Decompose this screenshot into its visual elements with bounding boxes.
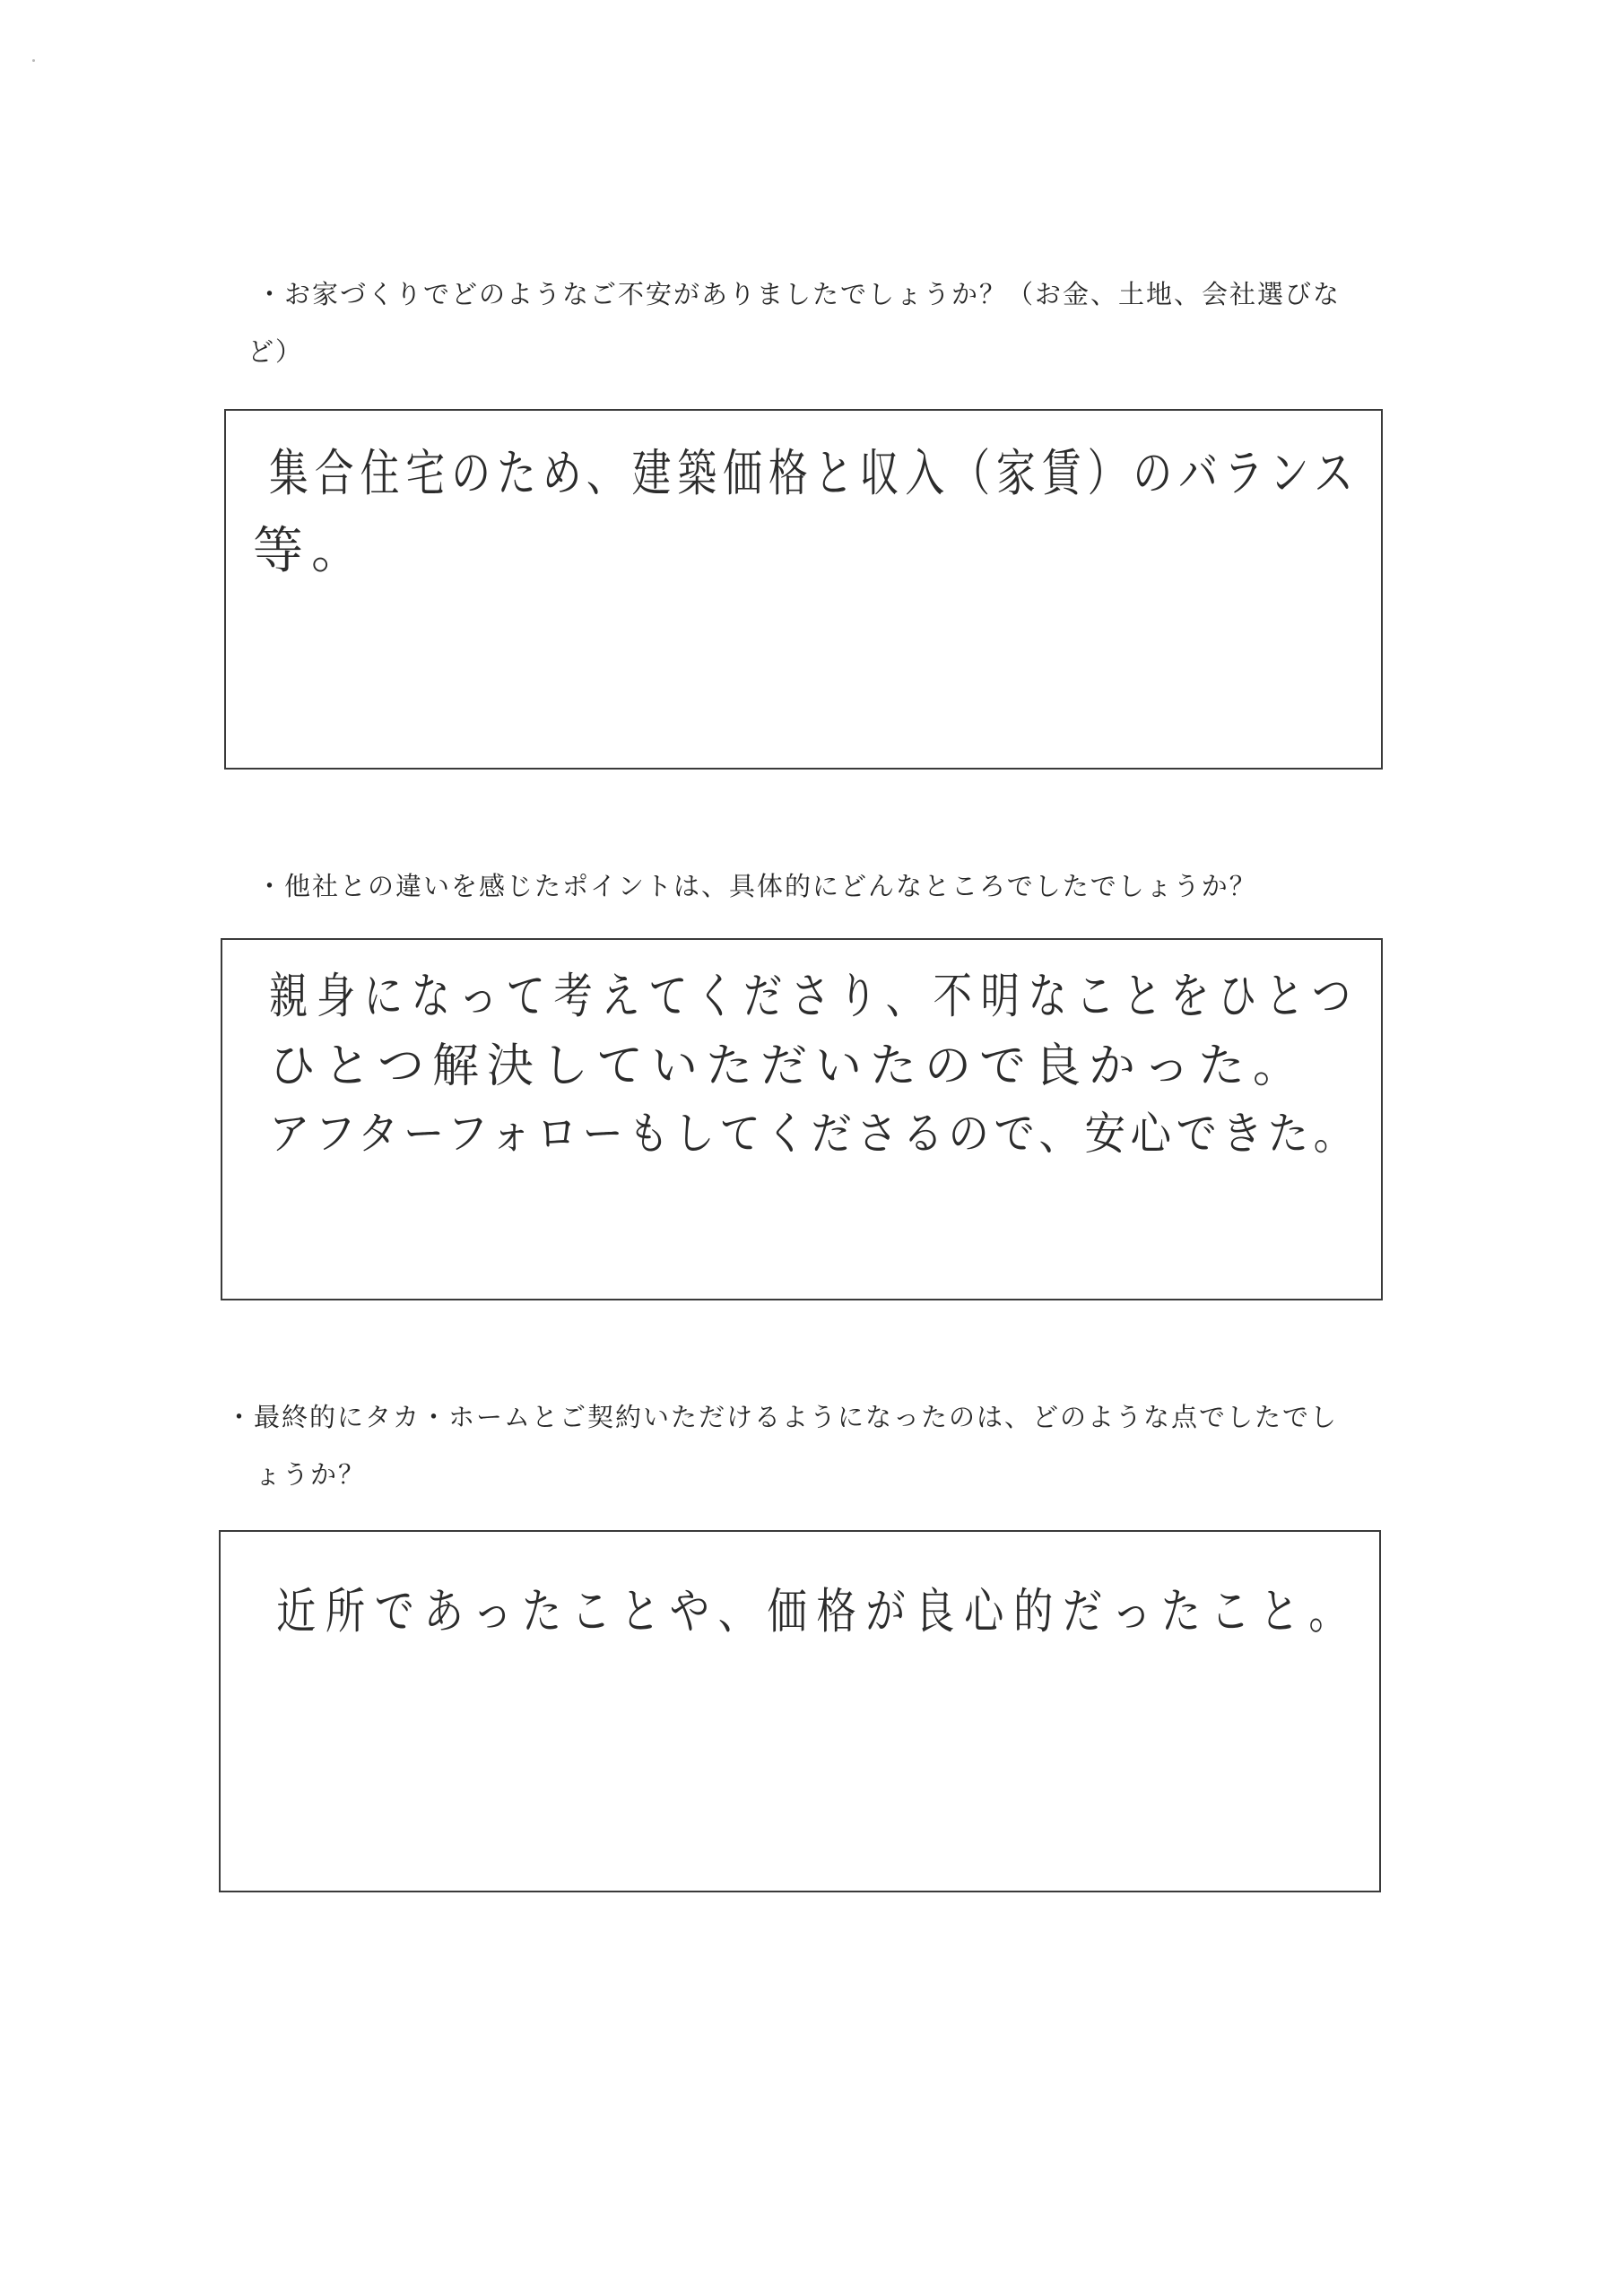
answer-2-line-2: ひとつ解決していただいたので良かった。 — [269, 1039, 1307, 1093]
answer-box-2 — [221, 938, 1383, 1300]
question-1 — [248, 265, 1342, 380]
question-3 — [226, 1388, 1338, 1503]
question-3-line-2: ょうか？ — [255, 1459, 367, 1490]
answer-2-line-1: 親身になって考えてくださり、不明なことをひとつ — [269, 968, 1359, 1024]
question-2-line-1: ・他社との違いを感じたポイントは、具体的にどんなところでしたでしょうか？ — [256, 871, 1257, 901]
answer-2-line-3: アフターフォローもしてくださるので、安心できた。 — [269, 1108, 1359, 1160]
question-1-line-2: ど） — [248, 336, 304, 367]
answer-box-3 — [219, 1530, 1381, 1892]
answer-3-line-1: 近所であったことや、価格が良心的だったこと。 — [276, 1583, 1359, 1639]
answer-box-1 — [224, 409, 1383, 770]
question-1-line-1: ・お家づくりでどのようなご不安がありましたでしょうか？（お金、土地、会社選びな — [256, 279, 1342, 309]
answer-1-line-1: 集合住宅のため、建築価格と収入（家賃）のバランス — [269, 445, 1360, 503]
scan-speck — [32, 59, 35, 62]
question-2 — [256, 857, 1257, 915]
question-3-line-1: ・最終的にタカ・ホームとご契約いただけるようになったのは、どのような点でしたでし — [226, 1402, 1339, 1432]
answer-1-line-2: 等。 — [253, 522, 369, 580]
